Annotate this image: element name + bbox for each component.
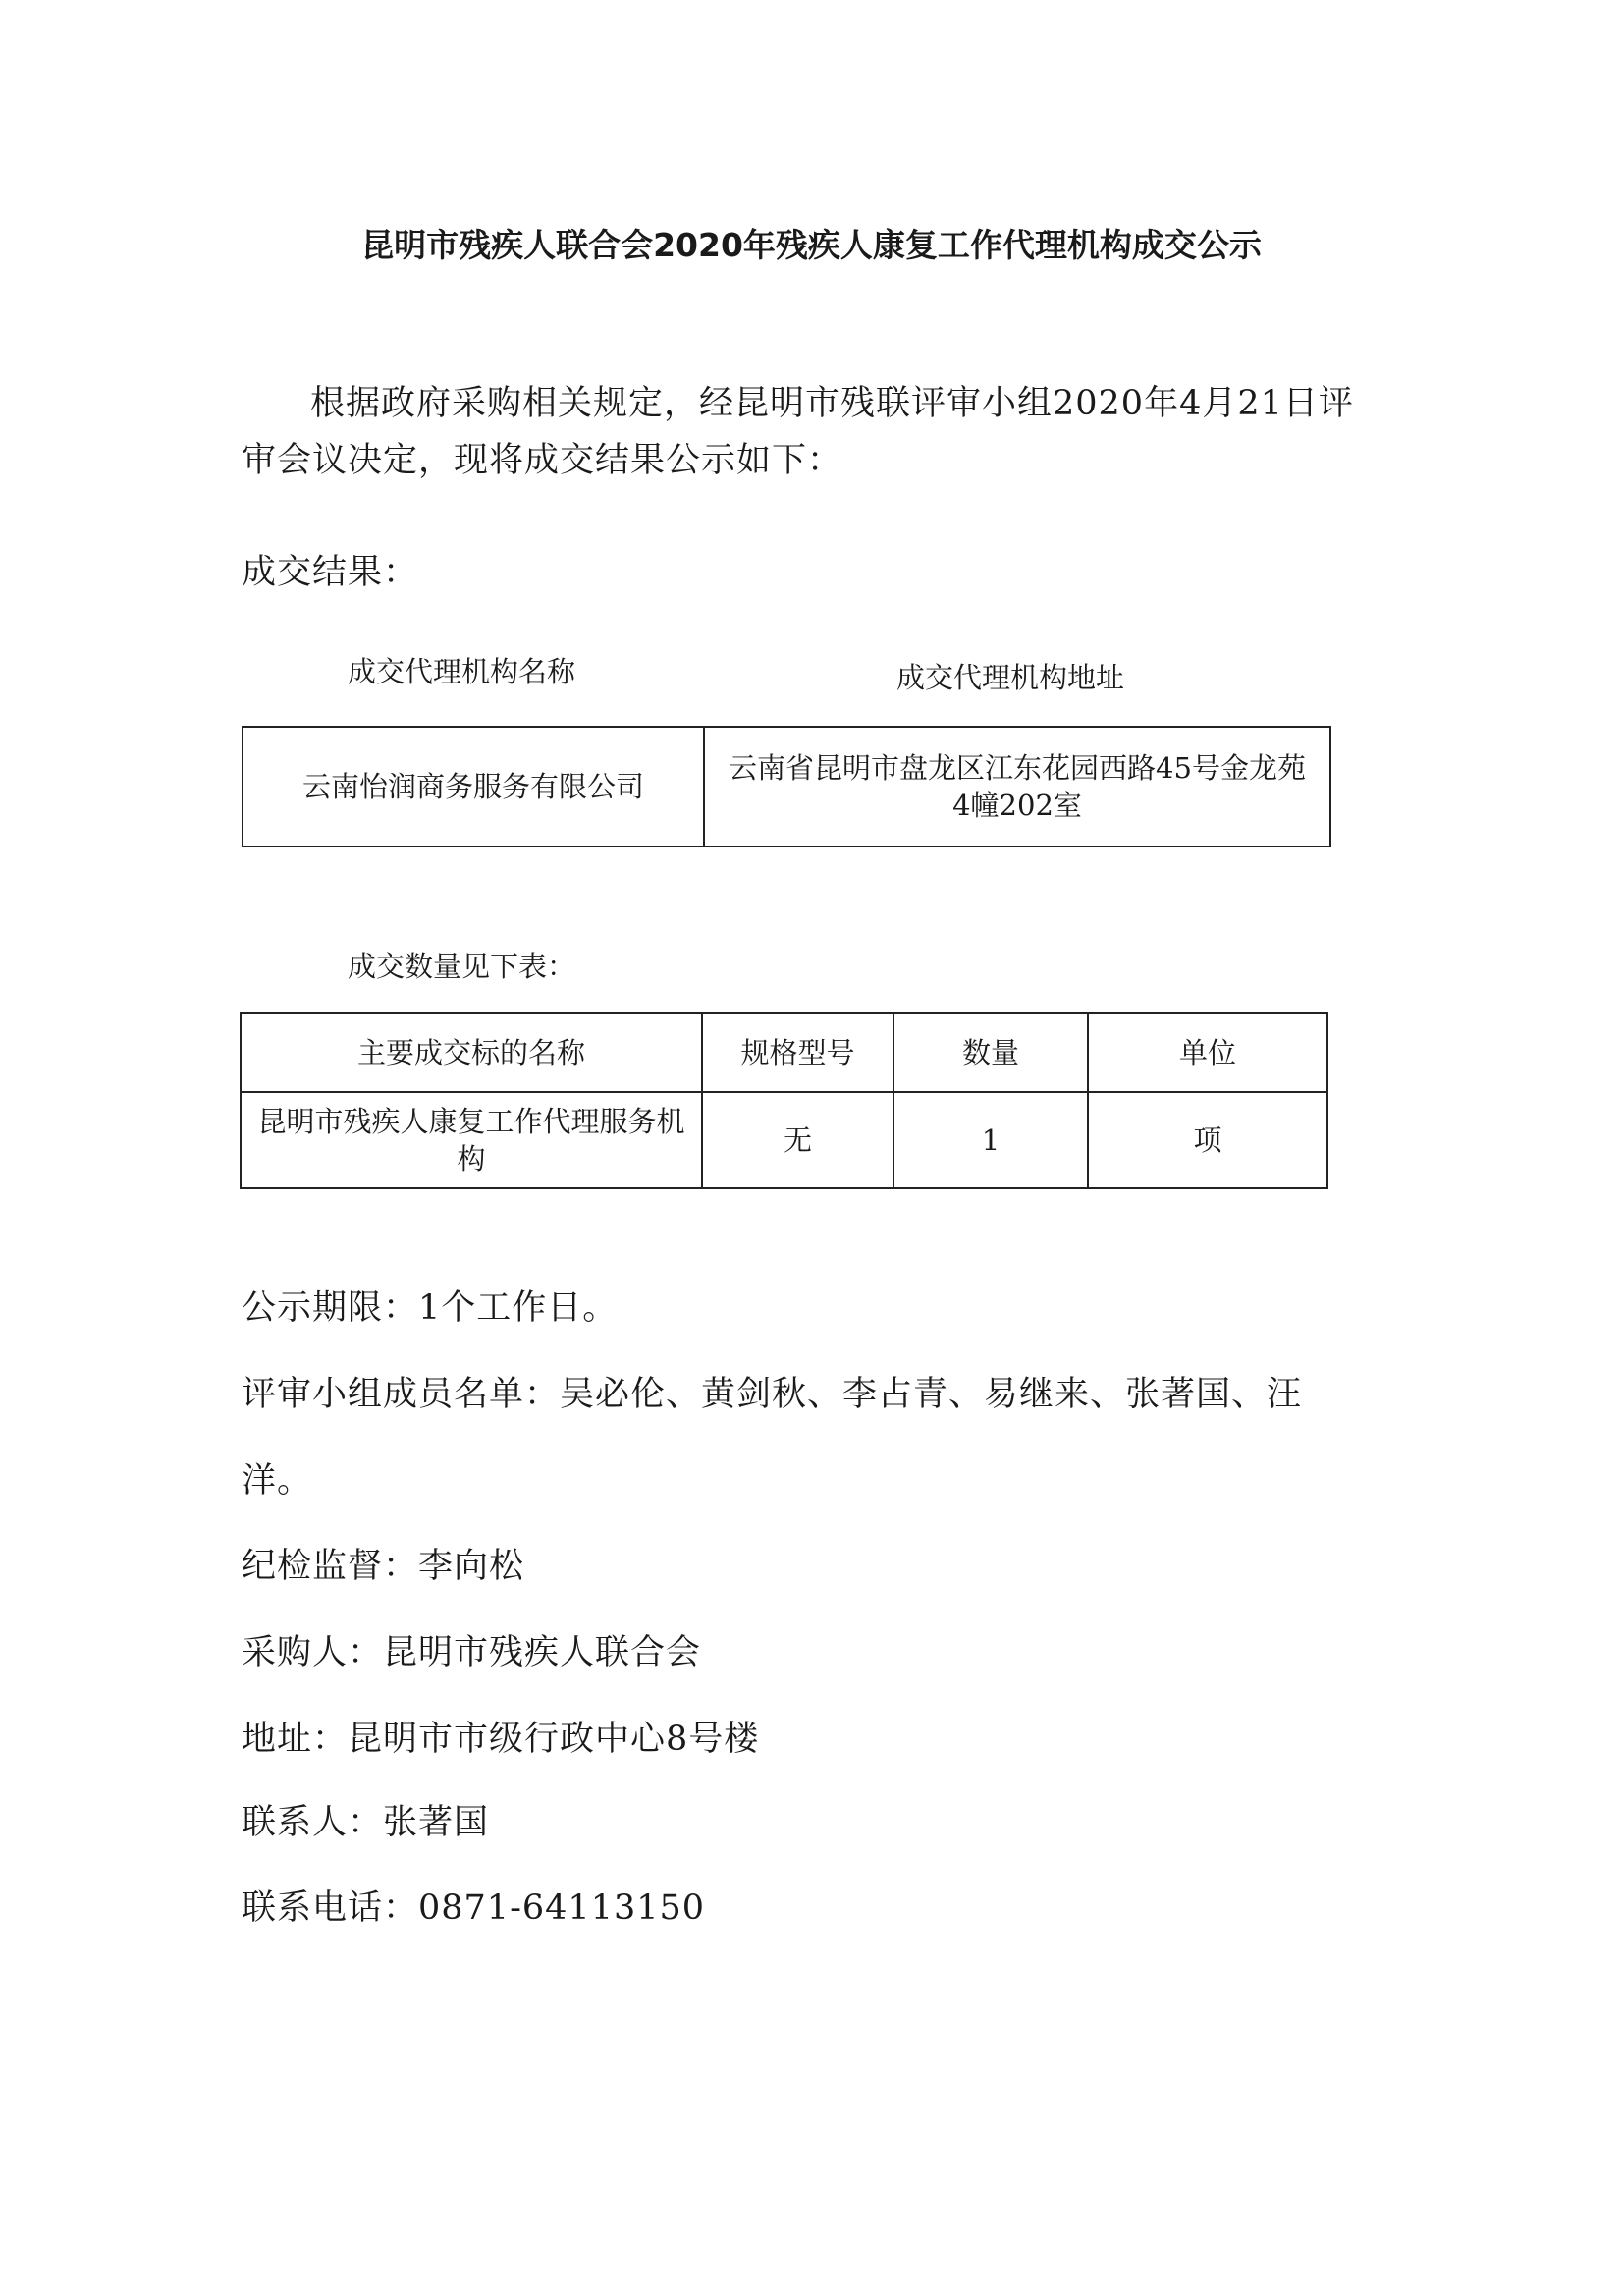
- table-row: [243, 727, 1330, 847]
- table-header-row: [241, 1013, 1327, 1092]
- agency-address-line2: 4幢202室: [952, 789, 1082, 822]
- agency-name-header: 成交代理机构名称: [348, 655, 576, 688]
- unit-cell: 项: [1088, 1092, 1327, 1188]
- table-header-cell: 规格型号: [702, 1013, 893, 1092]
- table-row: [241, 1092, 1327, 1188]
- result-label: 成交结果：: [242, 553, 419, 592]
- panel-members-line2: 洋。: [242, 1461, 313, 1501]
- document-title: 昆明市残疾人联合会2020年残疾人康复工作代理机构成交公示: [361, 226, 1262, 264]
- agency-table: [242, 726, 1331, 847]
- quantity-label: 成交数量见下表：: [348, 950, 576, 983]
- purchaser: 采购人：昆明市残疾人联合会: [242, 1633, 702, 1672]
- item-name-cell: [241, 1092, 702, 1188]
- intro-paragraph: 根据政府采购相关规定，经昆明市残联评审小组2020年4月21日评审会议决定，现将成交结果公示如下：: [242, 384, 1354, 480]
- quantity-table: [240, 1012, 1328, 1189]
- contact-person: 联系人：张著国: [242, 1803, 490, 1842]
- item-name-line1: 昆明市残疾人康复工作代理服务机: [257, 1105, 685, 1138]
- agency-address-cell: [704, 727, 1330, 847]
- quantity-cell: 1: [893, 1092, 1088, 1188]
- table-header-cell: 单位: [1088, 1013, 1327, 1092]
- agency-address-line1: 云南省昆明市盘龙区江东花园西路45号金龙苑: [729, 751, 1306, 785]
- contact-phone: 联系电话：0871-64113150: [242, 1888, 706, 1928]
- spec-cell: 无: [702, 1092, 893, 1188]
- agency-name: 云南怡润商务服务有限公司: [301, 770, 644, 803]
- table-header-cell: 数量: [893, 1013, 1088, 1092]
- supervision: 纪检监督：李向松: [242, 1547, 525, 1586]
- item-name-line2: 构: [457, 1142, 486, 1175]
- panel-members-line1: 评审小组成员名单：吴必伦、黄剑秋、李占青、易继来、张著国、汪: [242, 1375, 1303, 1414]
- agency-name-cell: [243, 727, 704, 847]
- agency-address-header: 成交代理机构地址: [896, 661, 1125, 694]
- announcement-period: 公示期限：1个工作日。: [242, 1288, 619, 1328]
- table-header-cell: 主要成交标的名称: [241, 1013, 702, 1092]
- purchaser-address: 地址：昆明市市级行政中心8号楼: [242, 1720, 760, 1759]
